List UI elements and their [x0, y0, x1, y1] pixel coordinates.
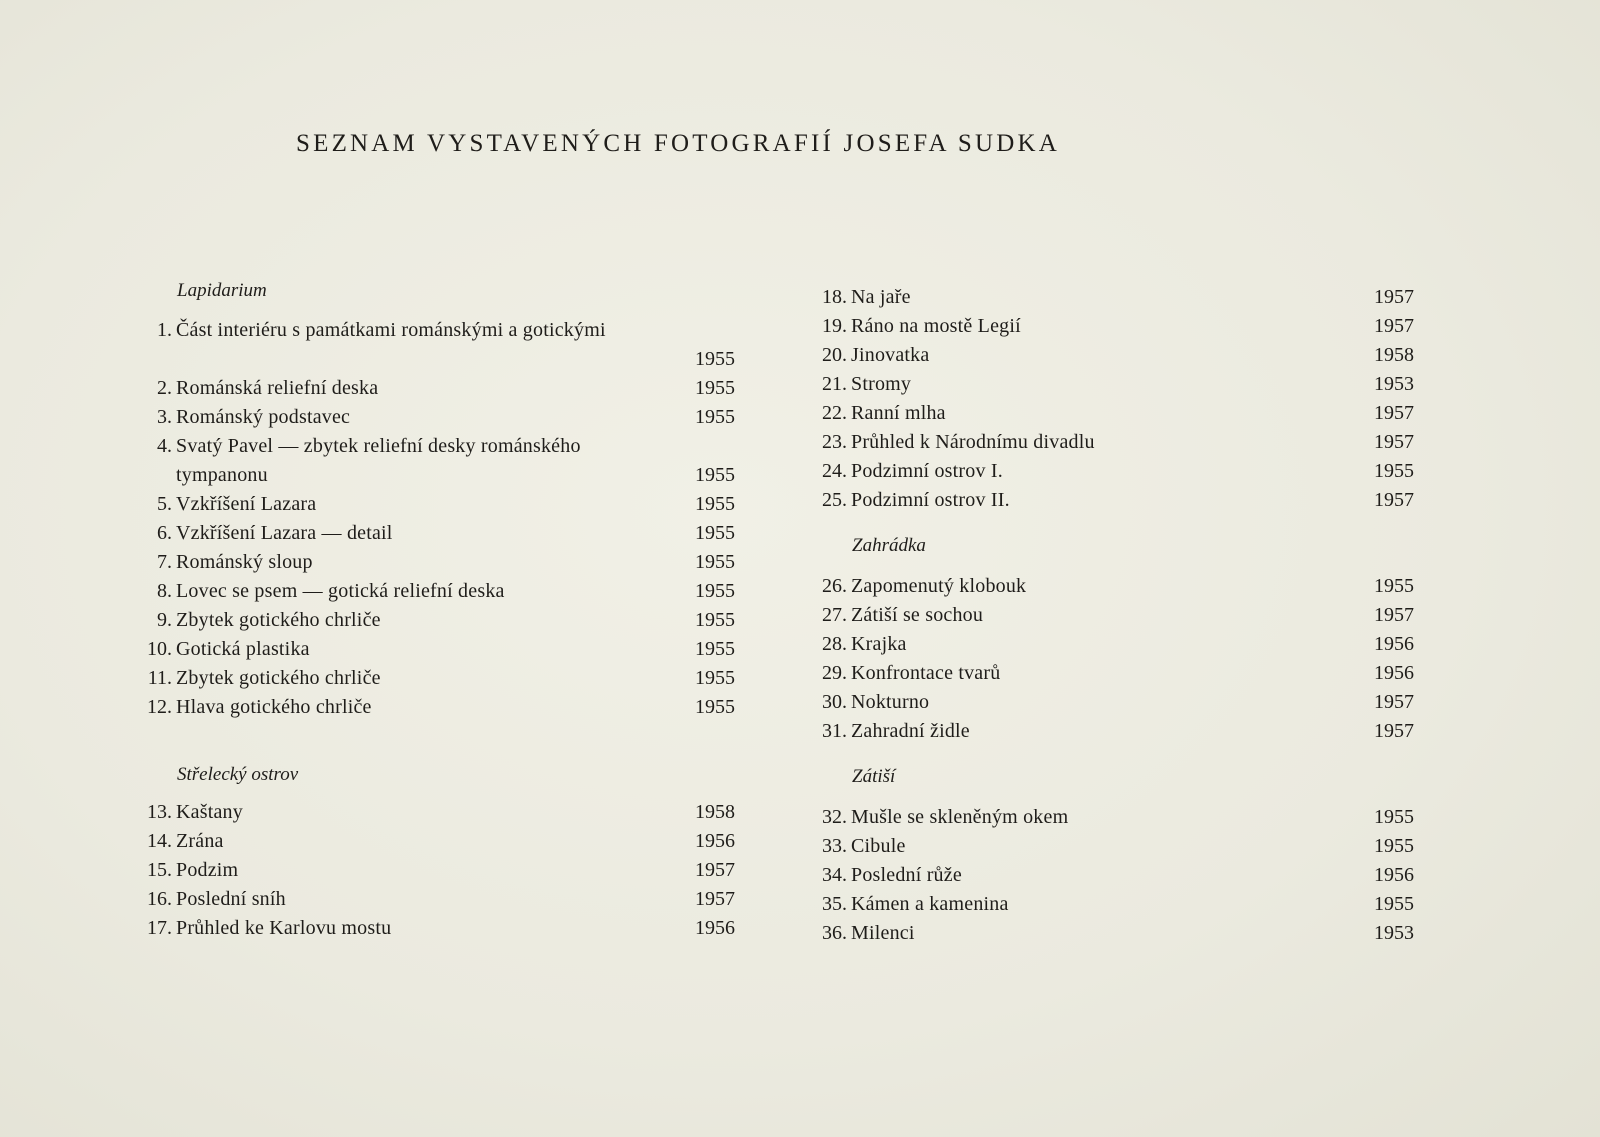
list-item: [800, 688, 1414, 717]
list-item: [800, 601, 1414, 630]
item-number: 23.: [822, 431, 847, 453]
item-number: 12.: [147, 696, 172, 718]
item-title: Podzim: [176, 859, 239, 881]
item-title: Podzimní ostrov I.: [851, 460, 1003, 482]
item-year: 1955: [695, 377, 735, 399]
item-number: 9.: [157, 609, 172, 631]
item-number: 18.: [822, 286, 847, 308]
item-year: 1955: [695, 609, 735, 631]
item-title: Průhled k Národnímu divadlu: [851, 431, 1095, 453]
item-number: 30.: [822, 691, 847, 713]
item-number: 15.: [147, 859, 172, 881]
item-title: Podzimní ostrov II.: [851, 489, 1010, 511]
list-item: [125, 490, 735, 519]
item-number: 16.: [147, 888, 172, 910]
item-year: 1955: [1374, 460, 1414, 482]
item-year: 1955: [1374, 806, 1414, 828]
list-item: [125, 432, 735, 490]
list-item: [800, 861, 1414, 890]
item-year: 1957: [1374, 315, 1414, 337]
item-number: 4.: [157, 435, 172, 457]
item-title: Stromy: [851, 373, 912, 395]
list-item: [125, 548, 735, 577]
item-title: Románský podstavec: [176, 406, 351, 428]
item-title: Lovec se psem — gotická reliefní deska: [176, 580, 505, 602]
item-number: 11.: [147, 667, 172, 689]
item-number: 6.: [157, 522, 172, 544]
item-year: 1957: [1374, 431, 1414, 453]
item-number: 10.: [147, 638, 172, 660]
list-item: [125, 374, 735, 403]
item-title: Gotická plastika: [176, 638, 310, 660]
item-number: 19.: [822, 315, 847, 337]
item-number: 17.: [147, 917, 172, 939]
item-title: Poslední sníh: [176, 888, 286, 910]
item-title: Zahradní židle: [851, 720, 970, 742]
section-heading: Střelecký ostrov: [177, 764, 299, 785]
right-column: [800, 283, 1414, 948]
item-title: Hlava gotického chrliče: [176, 696, 372, 718]
item-number: 29.: [822, 662, 847, 684]
item-title: Část interiéru s památkami románskými a gotickými: [176, 319, 606, 341]
section-heading: Zátiší: [852, 766, 896, 787]
item-year: 1957: [695, 888, 735, 910]
item-year: 1955: [1374, 893, 1414, 915]
item-year: 1957: [1374, 402, 1414, 424]
item-title: Konfrontace tvarů: [851, 662, 1001, 684]
item-year: 1955: [695, 696, 735, 718]
item-number: 34.: [822, 864, 847, 886]
list-item: [125, 519, 735, 548]
item-number: 25.: [822, 489, 847, 511]
list-item: [800, 399, 1414, 428]
list-item: [800, 312, 1414, 341]
list-item: [800, 457, 1414, 486]
list-item: [800, 919, 1414, 948]
list-item: [125, 856, 735, 885]
list-item: [800, 630, 1414, 659]
item-number: 26.: [822, 575, 847, 597]
item-title: Krajka: [851, 633, 907, 655]
item-year: 1957: [695, 859, 735, 881]
item-title: Poslední růže: [851, 864, 962, 886]
list-item: [125, 914, 735, 943]
item-year: 1955: [695, 493, 735, 515]
item-number: 32.: [822, 806, 847, 828]
section-heading: Lapidarium: [177, 280, 267, 301]
item-number: 27.: [822, 604, 847, 626]
list-item: [800, 283, 1414, 312]
item-title: Na jaře: [851, 286, 911, 308]
item-year: 1953: [1374, 922, 1414, 944]
left-column: [125, 276, 735, 943]
list-item: [800, 890, 1414, 919]
item-year: 1958: [1374, 344, 1414, 366]
list-item: [125, 798, 735, 827]
item-title: Kámen a kamenina: [851, 893, 1009, 915]
item-title: Jinovatka: [851, 344, 930, 366]
list-item: [125, 827, 735, 856]
list-item: [800, 486, 1414, 515]
item-title: Ranní mlha: [851, 402, 946, 424]
item-year: 1955: [1374, 575, 1414, 597]
item-year: 1955: [695, 551, 735, 573]
item-number: 36.: [822, 922, 847, 944]
item-title: Ráno na mostě Legií: [851, 315, 1021, 337]
list-item: [125, 606, 735, 635]
list-item: [800, 572, 1414, 601]
item-title: Průhled ke Karlovu mostu: [176, 917, 392, 939]
item-title: Vzkříšení Lazara: [176, 493, 317, 515]
item-year: 1956: [695, 917, 735, 939]
item-year: 1956: [1374, 864, 1414, 886]
list-item: [800, 832, 1414, 861]
item-number: 24.: [822, 460, 847, 482]
list-item: [800, 717, 1414, 746]
item-year: 1956: [695, 830, 735, 852]
item-number: 31.: [822, 720, 847, 742]
page-title: SEZNAM VYSTAVENÝCH FOTOGRAFIÍ JOSEFA SUDKA: [296, 130, 1060, 157]
list-item: [800, 803, 1414, 832]
item-number: 21.: [822, 373, 847, 395]
item-title: Cibule: [851, 835, 906, 857]
list-item: [125, 885, 735, 914]
list-item: [800, 659, 1414, 688]
item-year: 1957: [1374, 720, 1414, 742]
item-year: 1955: [695, 522, 735, 544]
item-year: 1957: [1374, 604, 1414, 626]
item-title: Kaštany: [176, 801, 243, 823]
list-item: [125, 577, 735, 606]
list-item: [125, 664, 735, 693]
item-title: Zbytek gotického chrliče: [176, 609, 381, 631]
item-number: 14.: [147, 830, 172, 852]
item-year: 1953: [1374, 373, 1414, 395]
item-number: 3.: [157, 406, 172, 428]
item-title: Románská reliefní deska: [176, 377, 379, 399]
item-year: 1957: [1374, 286, 1414, 308]
item-number: 28.: [822, 633, 847, 655]
item-number: 2.: [157, 377, 172, 399]
item-year: 1955: [695, 348, 735, 370]
item-year: 1956: [1374, 633, 1414, 655]
item-title: Románský sloup: [176, 551, 313, 573]
item-year: 1958: [695, 801, 735, 823]
item-title: Mušle se skleněným okem: [851, 806, 1069, 828]
item-number: 22.: [822, 402, 847, 424]
item-year: 1955: [695, 638, 735, 660]
item-number: 7.: [157, 551, 172, 573]
item-title: Zrána: [176, 830, 224, 852]
item-year: 1955: [695, 406, 735, 428]
item-title: Milenci: [851, 922, 915, 944]
item-number: 35.: [822, 893, 847, 915]
item-number: 5.: [157, 493, 172, 515]
item-title: Zátiší se sochou: [851, 604, 984, 626]
item-year: 1957: [1374, 489, 1414, 511]
list-item: [800, 370, 1414, 399]
item-number: 20.: [822, 344, 847, 366]
section-heading: Zahrádka: [852, 535, 926, 556]
list-item: [125, 635, 735, 664]
list-item: [800, 428, 1414, 457]
item-number: 13.: [147, 801, 172, 823]
item-number: 1.: [157, 319, 172, 341]
item-number: 8.: [157, 580, 172, 602]
list-item: [125, 403, 735, 432]
item-year: 1956: [1374, 662, 1414, 684]
item-title: Nokturno: [851, 691, 930, 713]
item-title: Svatý Pavel — zbytek reliefní desky románského tympanonu: [176, 435, 581, 486]
list-item: [125, 693, 735, 722]
list-item: [125, 316, 735, 374]
item-title: Vzkříšení Lazara — detail: [176, 522, 393, 544]
item-title: Zbytek gotického chrliče: [176, 667, 381, 689]
item-year: 1955: [695, 580, 735, 602]
item-number: 33.: [822, 835, 847, 857]
item-year: 1957: [1374, 691, 1414, 713]
item-title: Zapomenutý klobouk: [851, 575, 1027, 597]
item-year: 1955: [695, 667, 735, 689]
item-year: 1955: [1374, 835, 1414, 857]
list-item: [800, 341, 1414, 370]
item-year: 1955: [695, 464, 735, 486]
